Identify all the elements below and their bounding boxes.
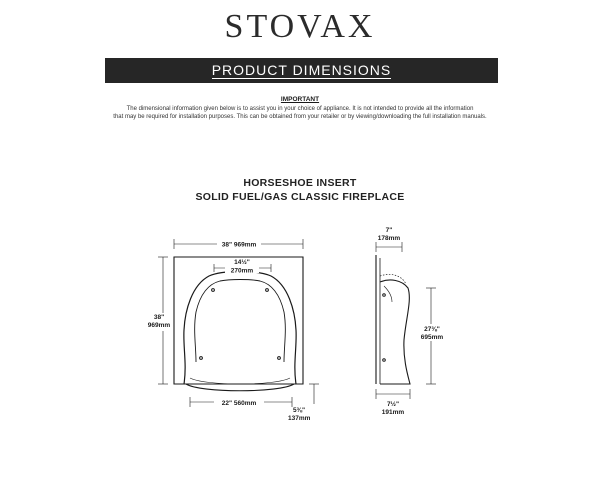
side-height-in: 27⅜" — [424, 326, 440, 333]
opening-width-in: 14½" — [234, 259, 250, 266]
product-title: HORSESHOE INSERT — [243, 177, 357, 189]
side-base-depth-in: 7½" — [386, 401, 400, 408]
side-height-mm: 695mm — [420, 334, 444, 341]
side-base-depth-mm: 191mm — [381, 409, 405, 416]
base-width-label: 22" 560mm — [221, 400, 257, 407]
front-height-in: 38" — [153, 314, 165, 321]
product-subtitle: SOLID FUEL/GAS CLASSIC FIREPLACE — [195, 191, 405, 203]
side-top-depth-in: 7" — [385, 227, 393, 234]
important-text-line-2: that may be required for installation purposes. This can be obtained from your retailer or by viewing/downloading the full installation manuals. — [113, 114, 487, 120]
base-height-mm: 137mm — [288, 415, 311, 422]
front-view-drawing — [174, 257, 303, 391]
important-text-line-1: The dimensional information given below is to assist you in your choice of appliance. It is not intended to provide all the information — [126, 106, 474, 112]
front-width-label: 38" 969mm — [221, 241, 257, 249]
brand-logo: STOVAX — [224, 8, 376, 45]
front-height-mm: 969mm — [147, 322, 171, 329]
banner-title: PRODUCT DIMENSIONS — [211, 61, 392, 78]
side-dimension-lines — [376, 242, 436, 399]
important-heading: IMPORTANT — [280, 96, 320, 103]
side-view-drawing — [376, 255, 410, 384]
side-top-depth-mm: 178mm — [377, 235, 401, 242]
opening-width-mm: 270mm — [230, 267, 254, 275]
base-height-in: 5⅜" — [293, 407, 306, 414]
